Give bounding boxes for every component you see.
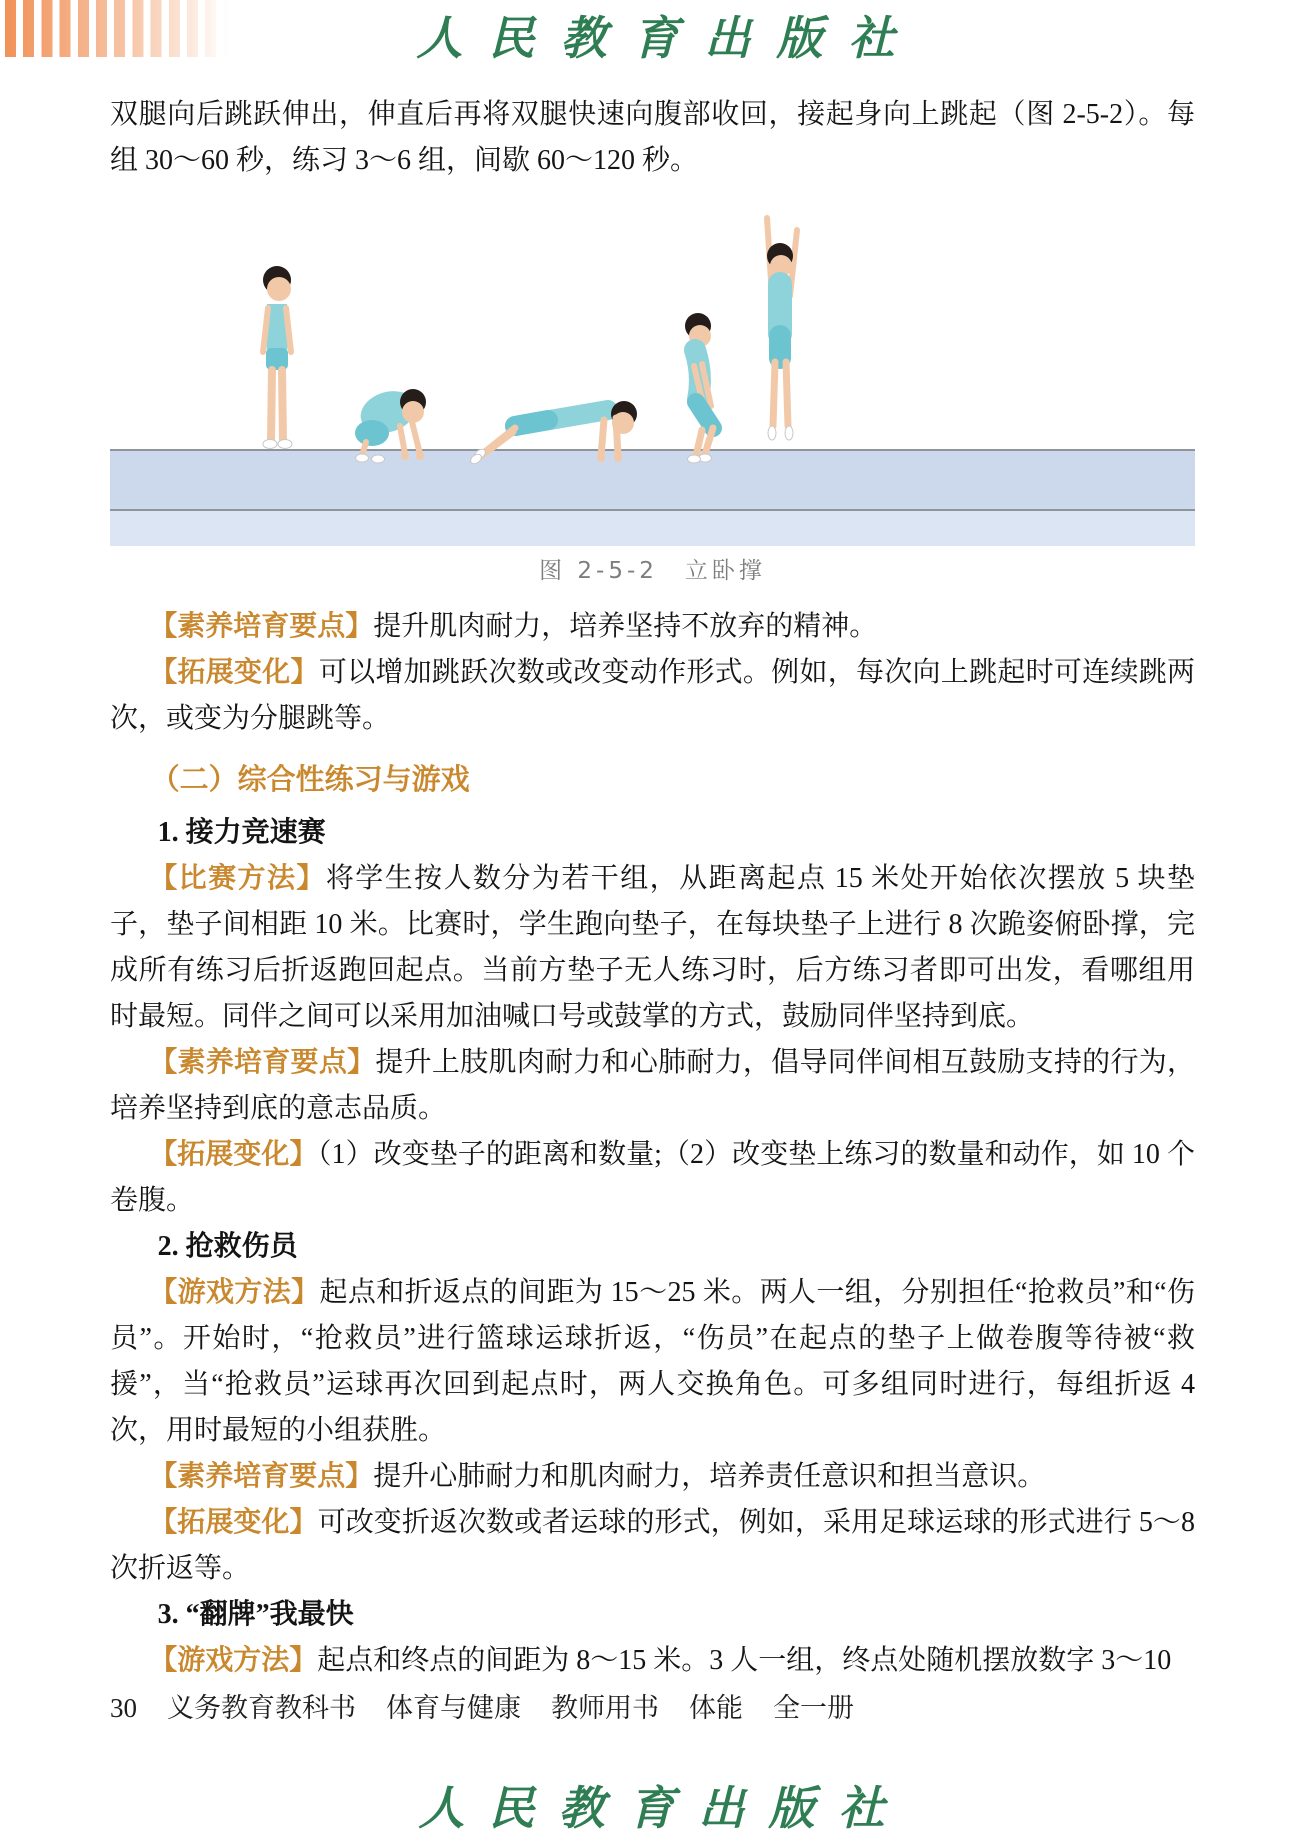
- page-number: 30: [110, 1693, 137, 1723]
- tuozhan-text: 可改变折返次数或者运球的形式，例如，采用足球运球的形式进行 5～8 次折返等。: [110, 1507, 1195, 1584]
- pose-squat-up: [685, 313, 713, 463]
- tuozhan-label: 【拓展变化】: [149, 1507, 318, 1538]
- method-label: 【比赛方法】: [149, 863, 326, 894]
- pose-standing: [263, 266, 292, 449]
- page-content: [110, 0, 1195, 1684]
- footer-series: 义务教育教科书: [167, 1693, 356, 1723]
- suyang-text: 提升肌肉耐力，培养坚持不放弃的精神。: [373, 611, 878, 642]
- figure-2-5-2: [110, 206, 1195, 588]
- method-text: 起点和终点的间距为 8～15 米。3 人一组，终点处随机摆放数字 3～10: [317, 1645, 1172, 1676]
- method-text: 将学生按人数分为若干组，从距离起点 15 米处开始依次摆放 5 块垫子，垫子间相距 10 米。比赛时，学生跑向垫子，在每块垫子上进行 8 次跪姿俯卧撑，完成所有练习后折返跑回起点。当前方垫子无人练习时，后方练习者即可出发，看哪组用时最短。同伴之间可以采用加油喊口号或鼓掌的方式，鼓励同伴坚持到底。: [110, 863, 1195, 1032]
- footer-book-type: 教师用书: [551, 1693, 659, 1723]
- suyang-label: 【素养培育要点】: [149, 611, 374, 642]
- footer-module: 体能: [689, 1693, 743, 1723]
- burpee-tuozhan-paragraph: [110, 650, 1195, 742]
- burpee-sequence-illustration: [110, 206, 1195, 546]
- game-3-method-paragraph: [110, 1638, 1195, 1684]
- figure-caption: 图 2-5-2 立卧撑: [539, 558, 766, 584]
- game-1-tuozhan-paragraph: [110, 1132, 1195, 1224]
- game-2-suyang-paragraph: [110, 1454, 1195, 1500]
- suyang-label: 【素养培育要点】: [149, 1047, 376, 1078]
- game-2-tuozhan-paragraph: [110, 1500, 1195, 1592]
- method-label: 【游戏方法】: [149, 1277, 320, 1308]
- tuozhan-text: 可以增加跳跃次数或改变动作形式。例如，每次向上跳起时可连续跳两次，或变为分腿跳等。: [110, 657, 1195, 734]
- game-2-method-paragraph: [110, 1270, 1195, 1454]
- tuozhan-label: 【拓展变化】: [149, 1139, 318, 1170]
- intro-paragraph: 双腿向后跳跃伸出，伸直后再将双腿快速向腹部收回，接起身向上跳起（图 2-5-2）。每组 30～60 秒，练习 3～6 组，间歇 60～120 秒。: [110, 99, 1195, 176]
- method-label: 【游戏方法】: [149, 1645, 318, 1676]
- tuozhan-text: （1）改变垫子的距离和数量;（2）改变垫上练习的数量和动作，如 10 个卷腹。: [110, 1139, 1195, 1216]
- footer-volume: 全一册: [773, 1693, 854, 1723]
- game-1-title: 1. 接力竞速赛: [157, 817, 326, 848]
- pose-jump: [767, 218, 797, 440]
- game-1-suyang-paragraph: [110, 1040, 1195, 1132]
- page-footer: [110, 1686, 854, 1725]
- game-3-title: 3. “翻牌”我最快: [157, 1599, 354, 1630]
- method-text: 起点和折返点的间距为 15～25 米。两人一组，分别担任“抢救员”和“伤员”。开始时，“抢救员”进行篮球运球折返，“伤员”在起点的垫子上做卷腹等待被“救援”，当“抢救员”运球再次回到起点时，两人交换角色。可多组同时进行，每组折返 4 次，用时最短的小组获胜。: [110, 1277, 1195, 1446]
- suyang-text: 提升上肢肌肉耐力和心肺耐力，倡导同伴间相互鼓励支持的行为，培养坚持到底的意志品质。: [110, 1047, 1195, 1124]
- burpee-suyang-paragraph: [110, 604, 1195, 650]
- section-heading-comprehensive: （二）综合性练习与游戏: [150, 764, 470, 796]
- mat-front-face: [110, 510, 1195, 546]
- publisher-logo-bottom: 人民教育出版社: [418, 1781, 909, 1835]
- mat-top-surface: [110, 450, 1195, 510]
- tuozhan-label: 【拓展变化】: [149, 657, 319, 688]
- game-2-title: 2. 抢救伤员: [157, 1231, 298, 1262]
- game-1-method-paragraph: [110, 856, 1195, 1040]
- footer-subject: 体育与健康: [386, 1693, 521, 1723]
- suyang-text: 提升心肺耐力和肌肉耐力，培养责任意识和担当意识。: [373, 1461, 1046, 1492]
- publisher-logo-top: 人民教育出版社: [416, 11, 921, 65]
- suyang-label: 【素养培育要点】: [149, 1461, 374, 1492]
